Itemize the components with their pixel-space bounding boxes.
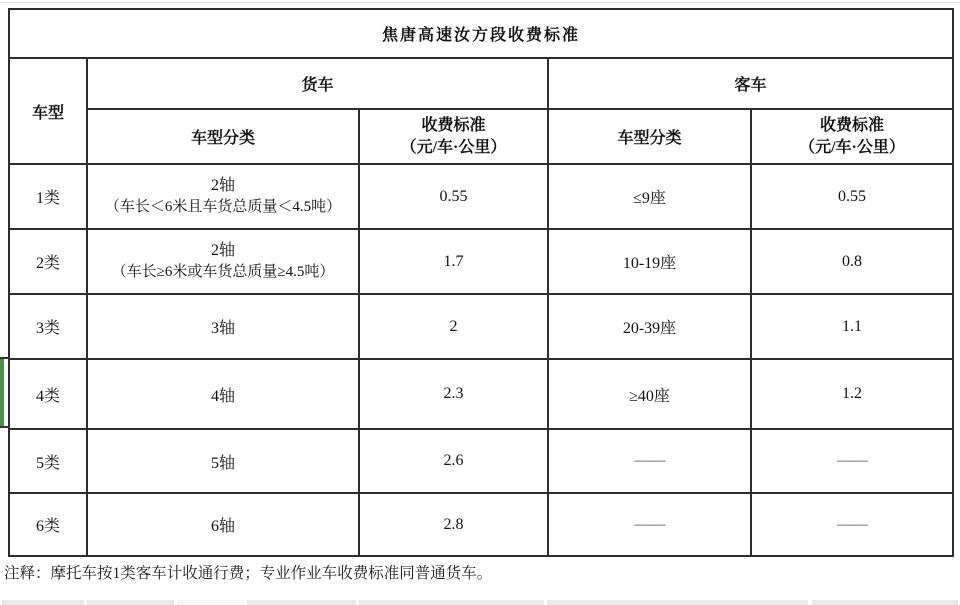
truck-class-cell: 6轴: [87, 493, 359, 556]
bus-rate-cell: ——: [751, 493, 953, 556]
header-group-bus: 客车: [548, 58, 953, 109]
bus-rate-cell: 0.55: [751, 164, 953, 229]
strip-cell: [812, 600, 958, 605]
header-group-truck: 货车: [87, 58, 548, 109]
bus-rate-cell: 1.1: [751, 294, 953, 359]
truck-class-cell: [87, 164, 359, 229]
bus-class-cell: 10-19座: [548, 229, 751, 294]
vehicle-type-cell: 4类: [9, 359, 87, 429]
rate-header-line2: （元/车·公里）: [400, 138, 507, 156]
strip-cell: [2, 600, 84, 605]
header-bus-class: 车型分类: [548, 109, 751, 164]
truck-rate-cell: 2: [359, 294, 548, 359]
bus-class-cell: ——: [548, 429, 751, 493]
row4-green-selection-marker: [0, 358, 4, 428]
header-vehicle-type: 车型: [9, 58, 87, 164]
table-row-class3: [9, 294, 953, 359]
strip-cell: [87, 600, 174, 605]
strip-cell: [359, 600, 544, 605]
bus-class-cell: ≤9座: [548, 164, 751, 229]
truck-class-cell: 4轴: [87, 359, 359, 429]
rate-header-line1: 收费标准: [820, 116, 885, 134]
bus-rate-cell: 1.2: [751, 359, 953, 429]
header-bus-rate: [751, 109, 953, 164]
table-row-class6: [9, 493, 953, 556]
truck-class-detail: （车长＜6米且车货总质量＜4.5吨）: [104, 199, 342, 216]
top-edge-line: [0, 2, 960, 3]
vehicle-type-cell: 5类: [9, 429, 87, 493]
truck-class-cell: 5轴: [87, 429, 359, 493]
table-row-class5: [9, 429, 953, 493]
header-truck-class: 车型分类: [87, 109, 359, 164]
truck-rate-cell: 2.8: [359, 493, 548, 556]
bus-rate-cell: ——: [751, 429, 953, 493]
bus-class-cell: ——: [548, 493, 751, 556]
truck-class-axles: 2轴: [210, 176, 235, 194]
table-row-class2: [9, 229, 953, 294]
row4-bottom-border-extension: [0, 426, 9, 428]
truck-class-cell: [87, 229, 359, 294]
footnote: 注释：摩托车按1类客车计收通行费；专业作业车收费标准同普通货车。: [4, 565, 493, 582]
next-row-partial-strip: [0, 599, 960, 605]
vehicle-type-cell: 1类: [9, 164, 87, 229]
table-row-class4: [9, 359, 953, 429]
table-row-class1: [9, 164, 953, 229]
truck-rate-cell: 1.7: [359, 229, 548, 294]
bus-class-cell: 20-39座: [548, 294, 751, 359]
truck-class-axles: 2轴: [210, 241, 235, 259]
bus-rate-cell: 0.8: [751, 229, 953, 294]
bus-class-cell: ≥40座: [548, 359, 751, 429]
strip-cell: [247, 600, 356, 605]
truck-class-cell: 3轴: [87, 294, 359, 359]
rate-header-line1: 收费标准: [421, 116, 486, 134]
vehicle-type-cell: 2类: [9, 229, 87, 294]
header-truck-rate: [359, 109, 548, 164]
strip-cell: [547, 600, 808, 605]
toll-rate-table: [8, 8, 954, 557]
strip-cell: [177, 600, 244, 605]
row4-top-border-extension: [0, 357, 9, 359]
truck-rate-cell: 2.3: [359, 359, 548, 429]
title-row: [9, 9, 953, 58]
truck-rate-cell: 0.55: [359, 164, 548, 229]
page-title: 焦唐高速汝方段收费标准: [9, 9, 953, 58]
header-group-row: [9, 58, 953, 109]
header-sub-row: [9, 109, 953, 164]
vehicle-type-cell: 3类: [9, 294, 87, 359]
vehicle-type-cell: 6类: [9, 493, 87, 556]
rate-header-line2: （元/车·公里）: [799, 138, 905, 156]
truck-rate-cell: 2.6: [359, 429, 548, 493]
truck-class-detail: （车长≥6米或车货总质量≥4.5吨）: [111, 264, 335, 281]
